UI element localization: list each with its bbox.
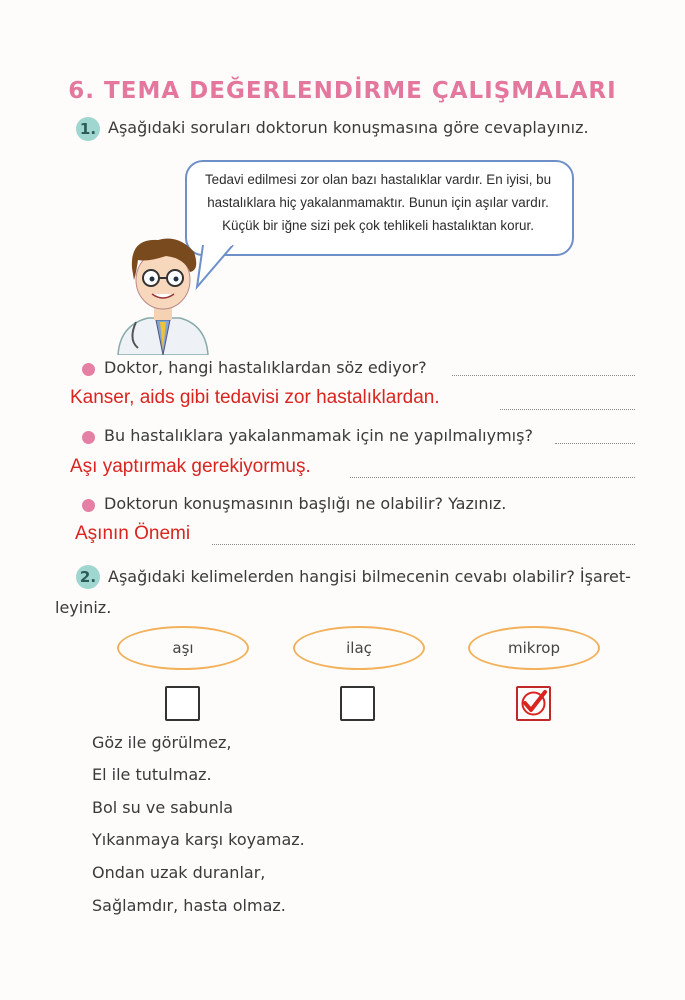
option-ilac-label: ilaç [293, 626, 425, 670]
answer-line [500, 409, 635, 410]
option-asi-checkbox[interactable] [165, 686, 200, 721]
checkmark-icon [518, 688, 549, 719]
option-asi-label: aşı [117, 626, 249, 670]
speech-line: Küçük bir iğne sizi pek çok tehlikeli hastalıktan korur. [222, 218, 534, 233]
option-mikrop-label: mikrop [468, 626, 600, 670]
doctor-illustration [108, 230, 218, 355]
answer-1b: Aşı yaptırmak gerekiyormuş. [70, 456, 311, 477]
riddle-line: Göz ile görülmez, [92, 733, 232, 752]
bullet-icon [82, 431, 95, 444]
speech-text [193, 168, 563, 237]
page-title: 6. TEMA DEĞERLENDİRME ÇALIŞMALARI [68, 78, 617, 104]
option-mikrop-checkbox[interactable] [516, 686, 551, 721]
option-ilac-checkbox[interactable] [340, 686, 375, 721]
question-1-number: 1. [76, 117, 100, 141]
bullet-icon [82, 499, 95, 512]
riddle-line: Ondan uzak duranlar, [92, 863, 266, 882]
bullet-icon [82, 363, 95, 376]
riddle-line: Bol su ve sabunla [92, 798, 234, 817]
question-1c-text: Doktorun konuşmasının başlığı ne olabilir? Yazınız. [104, 494, 507, 513]
answer-line [452, 375, 635, 376]
question-1-text: Aşağıdaki soruları doktorun konuşmasına göre cevaplayınız. [108, 118, 589, 137]
answer-line [350, 477, 635, 478]
speech-line: hastalıklara hiç yakalanmamaktır. Bunun için aşılar vardır. [207, 195, 549, 210]
question-2-text: Aşağıdaki kelimelerden hangisi bilmecenin cevabı olabilir? İşaret- [108, 567, 631, 586]
answer-1a: Kanser, aids gibi tedavisi zor hastalıklardan. [70, 387, 440, 408]
answer-line [555, 443, 635, 444]
answer-1c: Aşının Önemi [75, 523, 191, 544]
answer-line [212, 544, 635, 545]
riddle-line: Yıkanmaya karşı koyamaz. [92, 830, 305, 849]
question-2-number: 2. [76, 565, 100, 589]
riddle-line: Sağlamdır, hasta olmaz. [92, 896, 286, 915]
question-1a-text: Doktor, hangi hastalıklardan söz ediyor? [104, 358, 427, 377]
speech-line: Tedavi edilmesi zor olan bazı hastalıklar vardır. En iyisi, bu [204, 172, 552, 187]
question-2-text-continued: leyiniz. [55, 598, 112, 617]
question-1b-text: Bu hastalıklara yakalanmamak için ne yapılmalıymış? [104, 426, 533, 445]
riddle-line: El ile tutulmaz. [92, 765, 212, 784]
